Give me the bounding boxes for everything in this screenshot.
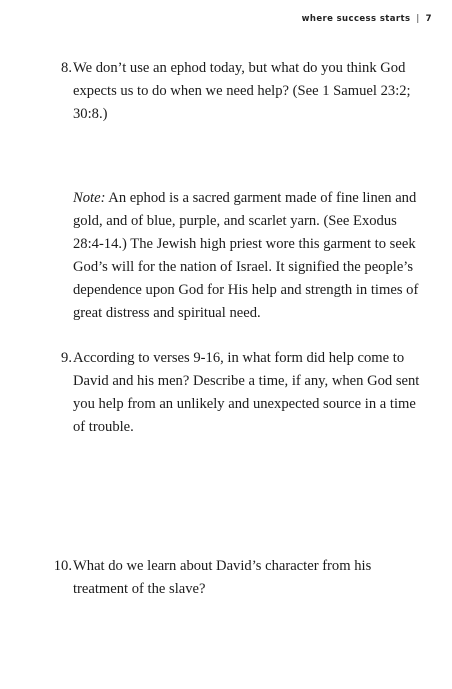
- question-text: We don’t use an ephod today, but what do you think God expects us to do when we need help? (See 1 Samuel 23:2; 30:8.): [73, 60, 411, 122]
- running-header: [302, 14, 432, 24]
- question-number: 10.: [53, 558, 72, 574]
- running-title: where success starts: [301, 14, 411, 24]
- question-text: What do we learn about David’s character from his treatment of the slave?: [73, 558, 372, 597]
- note-label: Note:: [73, 190, 106, 206]
- question-8: [44, 57, 429, 126]
- page-number: 7: [425, 14, 432, 24]
- question-10: [44, 555, 429, 601]
- question-number: 8.: [61, 60, 72, 76]
- header-separator: |: [416, 14, 420, 24]
- note-text: An ephod is a sacred garment made of fine linen and gold, and of blue, purple, and scarlet yarn. (See Exodus 28:4-14.) The Jewish high priest wore this garment to seek God’s will for the nation of Israel. It signified the people’s dependence upon God for His help and strength in times of great distress and spiritual need.: [73, 190, 419, 321]
- question-text: According to verses 9-16, in what form did help come to David and his men? Describe a time, if any, when God sent you help from an unlikely and unexpected source in a time of trouble.: [73, 350, 420, 435]
- question-9: [44, 347, 429, 439]
- note-paragraph: [73, 187, 428, 325]
- question-number: 9.: [61, 350, 72, 366]
